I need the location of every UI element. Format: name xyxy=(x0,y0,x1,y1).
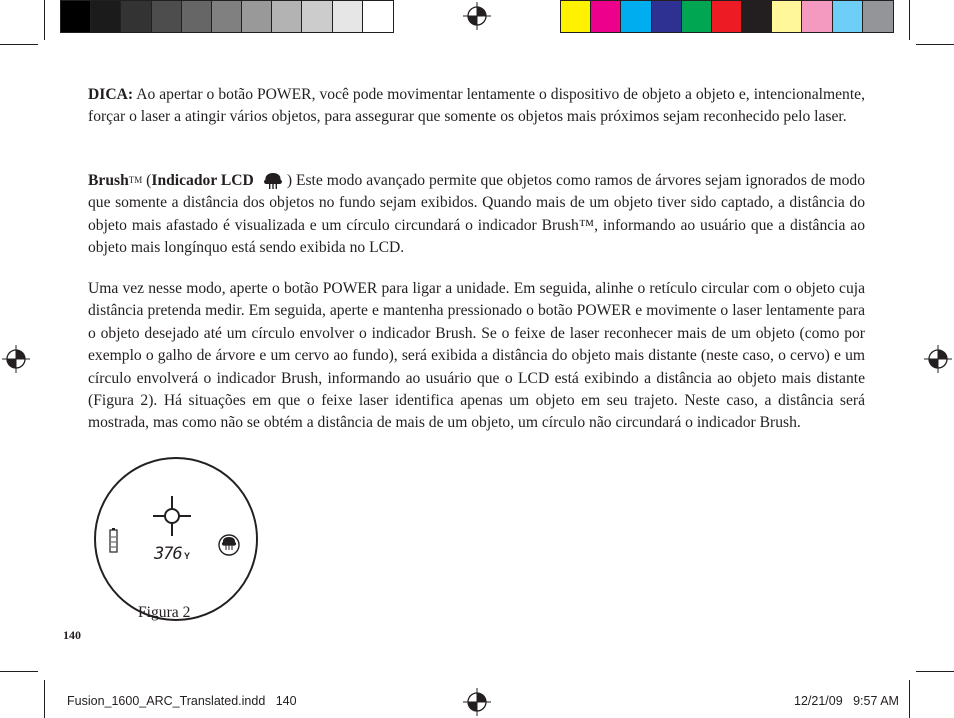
color-swatch xyxy=(682,1,712,32)
brush-open-paren: ( xyxy=(142,172,152,189)
gray-swatch xyxy=(242,1,272,32)
crop-mark-top-right-h xyxy=(916,44,954,45)
crop-mark-bottom-left-v xyxy=(44,680,45,718)
gray-swatch xyxy=(302,1,332,32)
crop-mark-bottom-right-h xyxy=(916,671,954,672)
gray-swatch xyxy=(152,1,182,32)
tip-paragraph xyxy=(88,84,865,129)
color-swatch xyxy=(742,1,772,32)
distance-unit: Y xyxy=(184,551,191,561)
crop-mark-top-left-h xyxy=(0,44,38,45)
slug-filename: Fusion_1600_ARC_Translated.indd 140 xyxy=(67,694,297,708)
brush-paragraph xyxy=(88,170,865,260)
instructions-paragraph: Uma vez nesse modo, aperte o botão POWER para ligar a unidade. Em seguida, alinhe o retículo circular com o objeto cuja distância pretenda medir. Em seguida, aperte e mantenha pressionado o botão POWER e movimente o laser lentamente para o objeto desejado até um círculo envolver o indicador Brush. Se o feixe de laser reconhecer mais de um objeto (como por exemplo o galho de árvore e um cervo ao fundo), será exibida a distância do objeto mais distante (neste caso, o cervo) e um círculo envolverá o indicador Brush, informando ao usuário que o LCD está exibindo a distância ao objeto mais distante (Figura 2). Há situações em que o feixe laser identifica apenas um objeto em seu trajeto. Neste caso, a distância será mostrada, mas como não se obtém a distância de mais de um objeto, um círculo não circundará o indicador Brush. xyxy=(88,280,865,432)
grayscale-color-bar xyxy=(60,0,394,33)
slug-timestamp: 12/21/09 9:57 AM xyxy=(794,694,899,708)
color-swatch xyxy=(712,1,742,32)
registration-mark-top-icon xyxy=(463,2,491,30)
crop-mark-bottom-right-v xyxy=(909,680,910,718)
brush-indicator-label: Indicador LCD xyxy=(151,172,254,189)
color-swatch xyxy=(863,1,893,32)
color-swatch xyxy=(621,1,651,32)
registration-mark-bottom-icon xyxy=(463,688,491,716)
crop-mark-top-right-v xyxy=(909,0,910,40)
distance-readout: 376 xyxy=(154,544,182,564)
brush-label: Brush xyxy=(88,172,129,189)
page-number: 140 xyxy=(63,628,81,642)
gray-swatch xyxy=(91,1,121,32)
color-swatch xyxy=(591,1,621,32)
crop-mark-bottom-left-h xyxy=(0,671,38,672)
gray-swatch xyxy=(61,1,91,32)
trademark-mark: TM xyxy=(128,175,143,185)
brush-tree-icon xyxy=(262,172,284,190)
color-swatch xyxy=(652,1,682,32)
tip-label: DICA: xyxy=(88,86,134,103)
color-swatch xyxy=(772,1,802,32)
lcd-view-figure xyxy=(93,456,259,622)
registration-mark-left-icon xyxy=(2,345,30,373)
gray-swatch xyxy=(182,1,212,32)
gray-swatch xyxy=(363,1,393,32)
color-swatch xyxy=(802,1,832,32)
tip-text: Ao apertar o botão POWER, você pode movimentar lentamente o dispositivo de objeto a objeto e, intencionalmente, forçar o laser a atingir vários objetos, para assegurar que somente os objetos mais próximos sejam reconhecido pelo laser. xyxy=(88,86,865,126)
color-swatch xyxy=(561,1,591,32)
brush-text: ) Este modo avançado permite que objetos como ramos de árvores sejam ignorados de modo que somente a distância dos objetos no fundo sejam exibidos. Quando mais de um objeto tiver sido captado, a distância do objeto mais afastado é visualizada e um círculo circundará o indicador Brush™, informando ao usuário que a distância ao objeto mais longínquo está sendo exibida no LCD. xyxy=(88,172,866,257)
registration-mark-right-icon xyxy=(924,345,952,373)
gray-swatch xyxy=(272,1,302,32)
gray-swatch xyxy=(212,1,242,32)
figure-caption: Figura 2 xyxy=(138,604,191,621)
gray-swatch xyxy=(333,1,363,32)
color-swatch xyxy=(833,1,863,32)
crop-mark-top-left-v xyxy=(44,0,45,40)
process-color-bar xyxy=(560,0,894,33)
gray-swatch xyxy=(121,1,151,32)
